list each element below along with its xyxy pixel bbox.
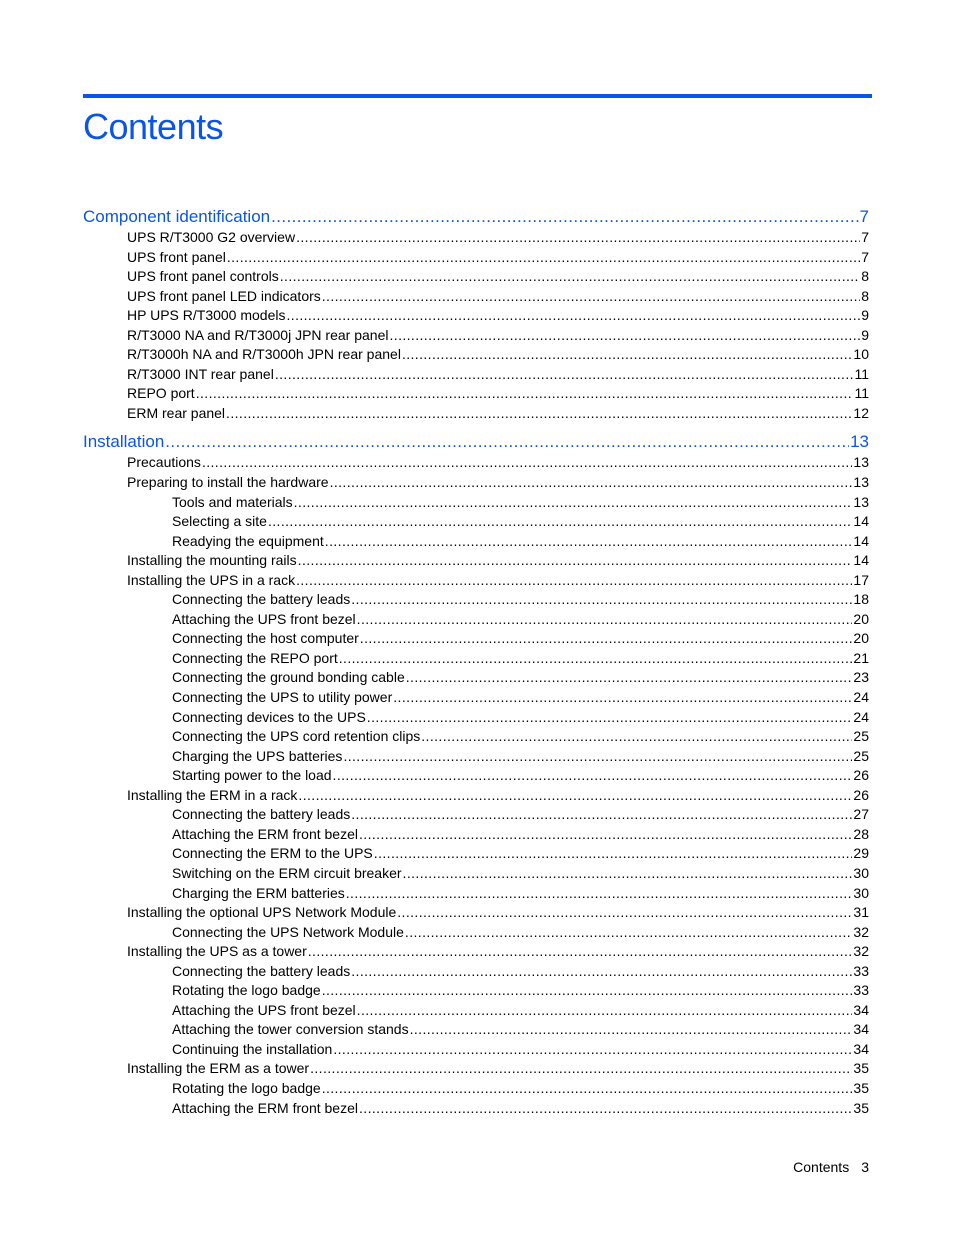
toc-dot-leader (367, 708, 853, 728)
toc-entry-page: 28 (853, 825, 869, 842)
page-title: Contents (83, 106, 224, 147)
toc-dot-leader (389, 326, 860, 346)
toc-dot-leader (325, 532, 853, 552)
toc-entry-page: 12 (853, 404, 869, 421)
toc-entry-link[interactable] (83, 825, 869, 845)
toc-entry-page: 8 (861, 287, 869, 304)
toc-entry-label: Attaching the ERM front bezel (172, 1099, 358, 1116)
toc-entry-link[interactable] (83, 629, 869, 649)
toc-entry-page: 26 (853, 786, 869, 803)
toc-entry-link[interactable] (83, 884, 869, 904)
toc-entry-link[interactable] (83, 551, 869, 571)
toc-entry-link[interactable] (83, 864, 869, 884)
toc-entry-link[interactable] (83, 473, 869, 493)
toc-dot-leader (275, 365, 854, 385)
toc-entry-label: UPS front panel (127, 248, 226, 265)
toc-dot-leader (298, 786, 852, 806)
toc-dot-leader (294, 493, 853, 513)
toc-entry-link[interactable] (83, 345, 869, 365)
toc-entry-label: UPS front panel controls (127, 268, 279, 285)
toc-entry-label: Connecting the battery leads (172, 591, 351, 608)
toc-dot-leader (374, 844, 853, 864)
toc-entry-label: Component identification (83, 207, 271, 226)
title-rule (83, 94, 872, 98)
toc-entry-label: Charging the UPS batteries (172, 747, 343, 764)
toc-entry-page: 24 (853, 689, 869, 706)
toc-dot-leader (322, 981, 853, 1001)
toc-dot-leader (421, 727, 852, 747)
toc-dot-leader (322, 1079, 853, 1099)
toc-entry-label: Starting power to the load (172, 767, 332, 784)
toc-dot-leader (296, 571, 852, 591)
toc-entry-link[interactable] (83, 747, 869, 767)
toc-dot-leader (202, 453, 852, 473)
toc-entry-page: 20 (853, 630, 869, 647)
toc-entry-label: Connecting the battery leads (172, 806, 351, 823)
toc-entry-link[interactable] (83, 708, 869, 728)
toc-entry-page: 8 (861, 268, 869, 285)
page-footer (793, 1158, 869, 1176)
toc-entry-label: Attaching the UPS front bezel (172, 1001, 356, 1018)
toc-entry-label: Readying the equipment (172, 532, 324, 549)
toc-entry-link[interactable] (83, 688, 869, 708)
footer-page-number: 3 (861, 1159, 869, 1175)
toc-dot-leader (360, 629, 853, 649)
toc-dot-leader (280, 267, 860, 287)
footer-label: Contents (793, 1159, 850, 1175)
toc-entry-link[interactable] (83, 923, 869, 943)
toc-chapter-link[interactable] (83, 206, 869, 228)
toc-entry-page: 25 (853, 747, 869, 764)
toc-entry-link[interactable] (83, 1099, 869, 1119)
toc-dot-leader (405, 923, 853, 943)
toc-dot-leader (333, 1040, 852, 1060)
toc-entry-page: 26 (853, 767, 869, 784)
toc-entry-page: 30 (853, 864, 869, 881)
toc-entry-page: 33 (853, 982, 869, 999)
toc-dot-leader (357, 610, 853, 630)
toc-entry-link[interactable] (83, 766, 869, 786)
toc-entry-link[interactable] (83, 532, 869, 552)
toc-entry-label: Rotating the logo badge (172, 1079, 321, 1096)
toc-dot-leader (333, 766, 853, 786)
toc-dot-leader (322, 287, 860, 307)
toc-entry-page: 21 (853, 649, 869, 666)
toc-dot-leader (403, 864, 853, 884)
toc-dot-leader (393, 688, 852, 708)
toc-dot-leader (226, 404, 852, 424)
toc-entry-link[interactable] (83, 306, 869, 326)
toc-entry-page: 10 (853, 346, 869, 363)
toc-entry-link[interactable] (83, 384, 869, 404)
toc-entry-label: HP UPS R/T3000 models (127, 307, 286, 324)
toc-entry-page: 27 (853, 806, 869, 823)
toc-entry-page: 13 (853, 454, 869, 471)
toc-dot-leader (271, 206, 858, 228)
toc-entry-link[interactable] (83, 1040, 869, 1060)
toc-dot-leader (406, 668, 853, 688)
toc-entry-link[interactable] (83, 453, 869, 473)
toc-entry-link[interactable] (83, 248, 869, 268)
toc-dot-leader (351, 962, 852, 982)
toc-entry-label: UPS front panel LED indicators (127, 287, 321, 304)
toc-entry-link[interactable] (83, 981, 869, 1001)
toc-dot-leader (268, 512, 852, 532)
toc-entry-link[interactable] (83, 1059, 869, 1079)
toc-entry-label: Installing the optional UPS Network Module (127, 904, 397, 921)
toc-entry-link[interactable] (83, 844, 869, 864)
toc-entry-page: 34 (853, 1001, 869, 1018)
toc-entry-link[interactable] (83, 493, 869, 513)
toc-entry-link[interactable] (83, 649, 869, 669)
toc-dot-leader (359, 1099, 852, 1119)
toc-entry-link[interactable] (83, 267, 869, 287)
toc-entry-page: 17 (853, 571, 869, 588)
toc-chapter-link[interactable] (83, 431, 869, 453)
toc-entry-page: 13 (850, 432, 869, 452)
toc-dot-leader (357, 1001, 853, 1021)
toc-entry-link[interactable] (83, 590, 869, 610)
toc-entry-label: Installing the mounting rails (127, 552, 297, 569)
toc-entry-label: Connecting the host computer (172, 630, 359, 647)
toc-entry-label: Connecting devices to the UPS (172, 708, 366, 725)
toc-entry-page: 7 (861, 229, 869, 245)
toc-entry-label: Installing the ERM in a rack (127, 786, 298, 803)
toc-entry-page: 14 (853, 552, 869, 569)
toc-entry-page: 35 (853, 1060, 869, 1077)
toc-entry-link[interactable] (83, 1001, 869, 1021)
toc-entry-page: 13 (853, 474, 869, 491)
toc-entry-label: Rotating the logo badge (172, 982, 321, 999)
toc-dot-leader (298, 551, 853, 571)
toc-entry-link[interactable] (83, 1020, 869, 1040)
toc-entry-page: 29 (853, 845, 869, 862)
toc-entry-label: Preparing to install the hardware (127, 474, 329, 491)
toc-entry-link[interactable] (83, 571, 869, 591)
toc-entry-link[interactable] (83, 942, 869, 962)
toc-entry-page: 35 (853, 1079, 869, 1096)
toc-entry-label: Connecting the REPO port (172, 649, 338, 666)
toc-entry-label: R/T3000h NA and R/T3000h JPN rear panel (127, 346, 401, 363)
toc-entry-link[interactable] (83, 786, 869, 806)
toc-dot-leader (196, 384, 854, 404)
toc-entry-label: Installing the UPS in a rack (127, 571, 296, 588)
toc-dot-leader (351, 590, 852, 610)
toc-entry-link[interactable] (83, 287, 869, 307)
toc-entry-link[interactable] (83, 805, 869, 825)
toc-entry-label: R/T3000 NA and R/T3000j JPN rear panel (127, 326, 389, 343)
toc-entry-label: Connecting the UPS to utility power (172, 689, 393, 706)
toc-dot-leader (286, 306, 860, 326)
toc-entry-page: 32 (853, 943, 869, 960)
toc-entry-label: Selecting a site (172, 513, 267, 530)
toc-entry-label: Charging the ERM batteries (172, 884, 345, 901)
toc-dot-leader (351, 805, 852, 825)
toc-entry-link[interactable] (83, 727, 869, 747)
toc-entry-label: Attaching the UPS front bezel (172, 610, 356, 627)
toc-entry-label: ERM rear panel (127, 404, 226, 421)
toc-entry-page: 34 (853, 1040, 869, 1057)
toc-entry-page: 25 (853, 728, 869, 745)
toc-entry-page: 14 (853, 513, 869, 530)
toc-entry-page: 7 (861, 248, 869, 265)
toc-entry-label: Installing the ERM as a tower (127, 1060, 310, 1077)
toc-entry-page: 9 (861, 307, 869, 324)
toc-entry-link[interactable] (83, 962, 869, 982)
toc-dot-leader (397, 903, 852, 923)
toc-entry-label: Connecting the ground bonding cable (172, 669, 405, 686)
toc-entry-label: Connecting the ERM to the UPS (172, 845, 373, 862)
toc-dot-leader (308, 942, 853, 962)
toc-dot-leader (227, 248, 860, 268)
toc-entry-label: Attaching the tower conversion stands (172, 1021, 409, 1038)
toc-entry-link[interactable] (83, 903, 869, 923)
toc-entry-page: 23 (853, 669, 869, 686)
toc-dot-leader (359, 825, 852, 845)
toc-entry-page: 33 (853, 962, 869, 979)
toc-entry-page: 13 (853, 493, 869, 510)
toc-entry-page: 32 (853, 923, 869, 940)
toc-entry-link[interactable] (83, 404, 869, 424)
toc-entry-link[interactable] (83, 228, 869, 248)
toc-entry-page: 34 (853, 1021, 869, 1038)
toc-entry-page: 35 (853, 1099, 869, 1116)
toc-entry-link[interactable] (83, 610, 869, 630)
toc-entry-label: Precautions (127, 454, 201, 471)
toc-entry-label: Switching on the ERM circuit breaker (172, 864, 402, 881)
toc-entry-page: 20 (853, 610, 869, 627)
toc-entry-label: Installing the UPS as a tower (127, 943, 307, 960)
toc-entry-label: Continuing the installation (172, 1040, 333, 1057)
toc-entry-link[interactable] (83, 365, 869, 385)
toc-entry-link[interactable] (83, 512, 869, 532)
toc-entry-page: 11 (854, 365, 869, 382)
toc-entry-label: Connecting the UPS Network Module (172, 923, 404, 940)
toc-entry-link[interactable] (83, 1079, 869, 1099)
toc-entry-label: Tools and materials (172, 493, 293, 510)
toc-entry-label: Connecting the battery leads (172, 962, 351, 979)
table-of-contents (83, 206, 869, 1118)
toc-dot-leader (165, 431, 849, 453)
toc-entry-page: 30 (853, 884, 869, 901)
toc-entry-page: 7 (859, 207, 869, 226)
toc-entry-page: 18 (853, 591, 869, 608)
toc-dot-leader (339, 649, 853, 669)
toc-dot-leader (346, 884, 853, 904)
toc-entry-link[interactable] (83, 668, 869, 688)
toc-dot-leader (410, 1020, 853, 1040)
toc-entry-label: UPS R/T3000 G2 overview (127, 229, 296, 245)
toc-entry-label: Connecting the UPS cord retention clips (172, 728, 421, 745)
toc-dot-leader (402, 345, 852, 365)
toc-entry-label: R/T3000 INT rear panel (127, 365, 274, 382)
toc-entry-page: 31 (853, 904, 869, 921)
toc-entry-label: Installation (83, 432, 165, 452)
toc-entry-page: 9 (861, 326, 869, 343)
toc-dot-leader (330, 473, 853, 493)
toc-entry-label: REPO port (127, 385, 195, 402)
toc-entry-label: Attaching the ERM front bezel (172, 825, 358, 842)
toc-dot-leader (343, 747, 852, 767)
toc-entry-page: 11 (854, 385, 869, 402)
toc-entry-page: 14 (853, 532, 869, 549)
toc-entry-page: 24 (853, 708, 869, 725)
toc-entry-link[interactable] (83, 326, 869, 346)
toc-dot-leader (310, 1059, 852, 1079)
toc-dot-leader (296, 228, 860, 248)
